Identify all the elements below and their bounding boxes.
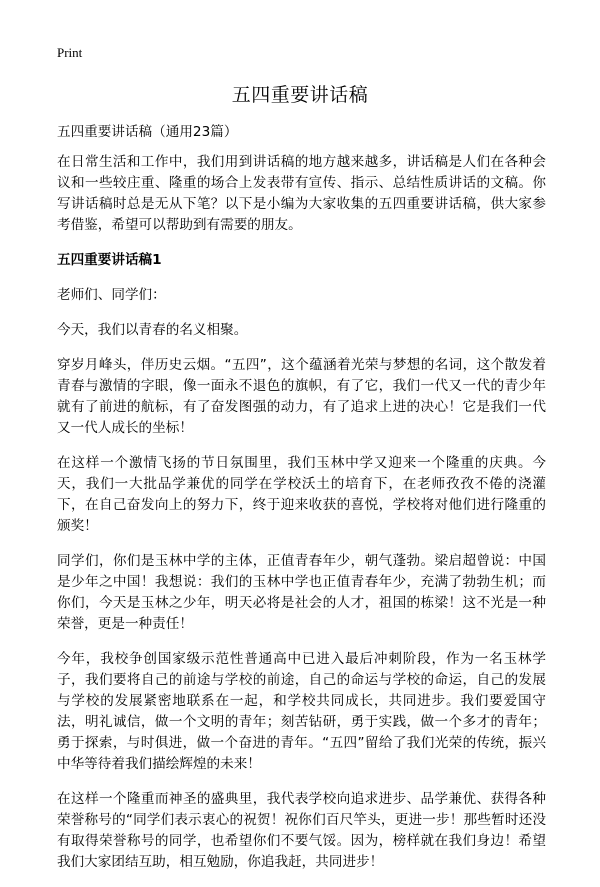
body-paragraph: 今天，我们以青春的名义相聚。 bbox=[57, 322, 248, 338]
body-paragraph: 在这样一个隆重而神圣的盛典里，我代表学校向追求进步、品学兼优、获得各种荣誉称号的“同学们表示衷心的祝贺！祝你们百尺竿头，更进一步！那些暂时还没有取得荣誉称号的同学，也希望你们不要气馁。因为，榜样就在我们身边！希望我们大家团结互助，相互勉励，你追我赶，共同进步！ bbox=[57, 791, 546, 870]
page-title: 五四重要讲话稿 bbox=[231, 84, 369, 106]
document-body bbox=[57, 122, 546, 887]
print-link[interactable]: Print bbox=[57, 45, 83, 60]
body-paragraph: 穿岁月峰头，伴历史云烟。“五四”，这个蕴涵着光荣与梦想的名词，这个散发着青春与激情的字眼，像一面永不退色的旗帜，有了它，我们一代又一代的青少年就有了前进的航标，有了奋发图强的动力，有了追求上进的决心！它是我们一代又一代人成长的坐标！ bbox=[57, 357, 546, 436]
body-paragraph: 老师们、同学们： bbox=[57, 287, 166, 303]
intro-paragraph: 在日常生活和工作中，我们用到讲话稿的地方越来越多，讲话稿是人们在各种会议和一些较庄重、隆重的场合上发表带有宣传、指示、总结性质讲话的文稿。你写讲话稿时总是无从下笔？以下是小编为大家收集的五四重要讲话稿，供大家参考借鉴，希望可以帮助到有需要的朋友。 bbox=[57, 154, 546, 233]
body-paragraph: 今年，我校争创国家级示范性普通高中已进入最后冲刺阶段，作为一名玉林学子，我们要将自己的前途与学校的前途，自己的命运与学校的命运，自己的发展与学校的发展紧密地联系在一起，和学校共同成长，共同进步。我们要爱国守法，明礼诚信，做一个文明的青年；刻苦钻研，勇于实践，做一个多才的青年；勇于探索，与时俱进，做一个奋进的青年。“五四”留给了我们光荣的传统，振兴中华等待着我们描绘辉煌的未来！ bbox=[57, 651, 546, 772]
document-subtitle: 五四重要讲话稿（通用23篇） bbox=[57, 124, 238, 140]
section-heading: 五四重要讲话稿1 bbox=[57, 252, 162, 268]
body-paragraph: 同学们，你们是玉林中学的主体，正值青春年少，朝气蓬勃。梁启超曾说：中国是少年之中国！我想说：我们的玉林中学也正值青春年少，充满了勃勃生机；而你们，今天是玉林之少年，明天必将是社会的人才，祖国的栋梁！这不光是一种荣誉，更是一种责任！ bbox=[57, 553, 546, 632]
body-paragraph: 在这样一个激情飞扬的节日氛围里，我们玉林中学又迎来一个隆重的庆典。今天，我们一大批品学兼优的同学在学校沃土的培育下，在老师孜孜不倦的浇灌下，在自己奋发向上的努力下，终于迎来收获的喜悦，学校将对他们进行隆重的颁奖！ bbox=[57, 455, 546, 534]
